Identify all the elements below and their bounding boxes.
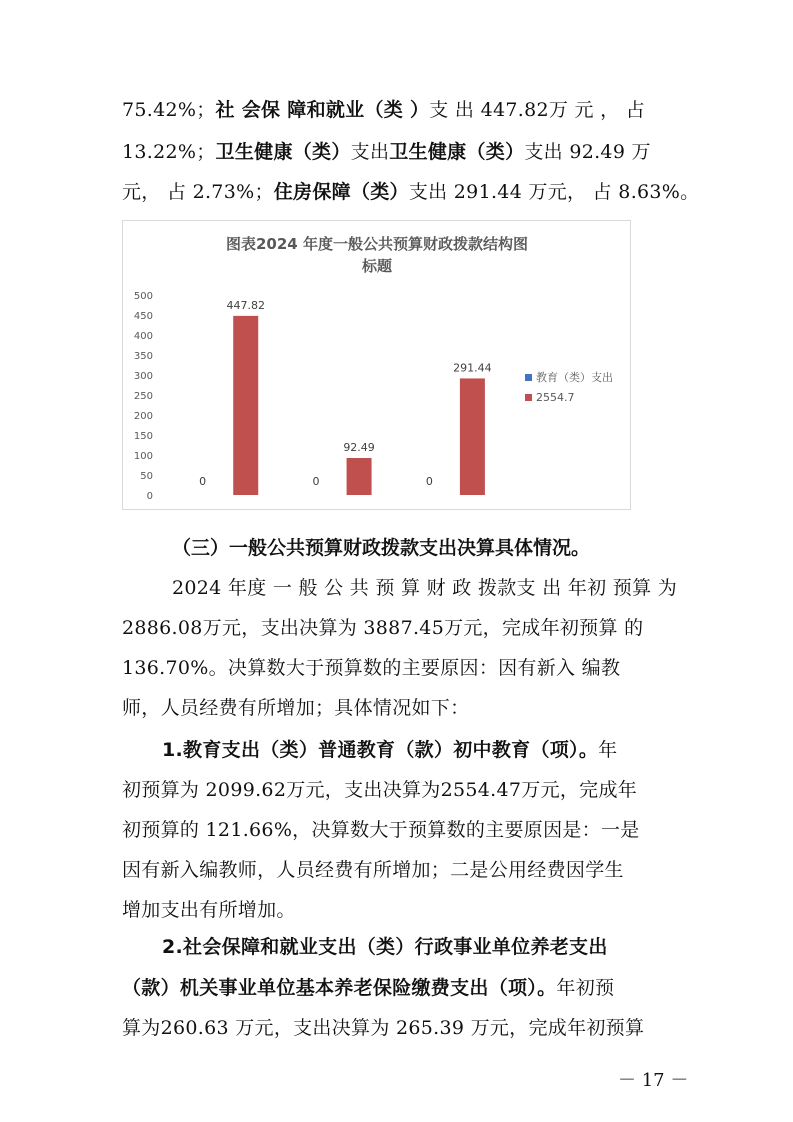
- y-axis: [134, 291, 153, 502]
- page-number: － 17 －: [618, 1070, 689, 1091]
- y-tick-label: 200: [133, 411, 153, 422]
- chart-svg: [123, 221, 630, 509]
- y-tick-label: 150: [133, 431, 153, 442]
- section-line-4: 师，人员经费有所增加；具体情况如下：: [122, 697, 470, 719]
- data-label-series-1: 291.44: [453, 361, 492, 375]
- item2-line-3: 算为260.63 万元，支出决算为 265.39 万元，完成年初预算: [122, 1017, 645, 1039]
- paragraph-line-3: 元， 占 2.73%；住房保障（类）支出 291.44 万元， 占 8.63%。: [122, 181, 700, 203]
- section-line-1: 2024 年度 一 般 公 共 预 算 财 政 拨款支 出 年初 预算 为: [172, 577, 678, 599]
- section-line-2: 2886.08万元，支出决算为 3887.45万元，完成年初预算 的: [122, 617, 644, 639]
- y-tick-label: 50: [140, 471, 153, 482]
- bar-series-1: [233, 316, 258, 495]
- section-line-3: 136.70%。决算数大于预算数的主要原因：因有新入 编教: [122, 657, 621, 679]
- bars-group: [199, 299, 491, 495]
- y-tick-label: 100: [133, 451, 153, 462]
- item2-line-1: 2.社会保障和就业支出（类）行政事业单位养老支出: [162, 936, 608, 958]
- y-tick-label: 350: [133, 351, 153, 362]
- item1-line-3: 初预算的 121.66%，决算数大于预算数的主要原因是：一是: [122, 819, 640, 841]
- item1-line-5: 增加支出有所增加。: [122, 899, 296, 921]
- data-label-series-0: 0: [312, 475, 320, 488]
- section-heading: （三）一般公共预算财政拨款支出决算具体情况。: [172, 537, 591, 559]
- paragraph-line-2: 13.22%；卫生健康（类）支出卫生健康（类）支出 92.49 万: [122, 141, 651, 163]
- data-label-series-0: 0: [199, 475, 207, 488]
- item1-line-2: 初预算为 2099.62万元，支出决算为2554.47万元，完成年: [122, 779, 638, 801]
- legend-swatch: [525, 394, 532, 401]
- data-label-series-1: 447.82: [226, 298, 265, 312]
- item2-line-2: （款）机关事业单位基本养老保险缴费支出（项）。年初预: [122, 977, 615, 999]
- legend-label: 教育（类）支出: [536, 371, 613, 384]
- item2-title: （款）机关事业单位基本养老保险缴费支出（项）。: [122, 977, 557, 999]
- y-tick-label: 300: [133, 371, 153, 382]
- item1-title: 1.教育支出（类）普通教育（款）初中教育（项）。: [162, 739, 599, 761]
- y-tick-label: 400: [133, 331, 153, 342]
- y-tick-label: 450: [133, 311, 153, 322]
- item1-line-4: 因有新入编教师，人员经费有所增加；二是公用经费因学生: [122, 859, 624, 881]
- data-label-series-0: 0: [425, 475, 433, 488]
- chart-subtitle: 标题: [361, 257, 393, 275]
- legend: [525, 370, 613, 404]
- bar-series-1: [347, 458, 372, 495]
- legend-swatch: [525, 374, 532, 381]
- data-label-series-1: 92.49: [343, 441, 375, 455]
- paragraph-line-1: 75.42%；社 会保 障和就业（类 ）支 出 447.82万 元 ， 占: [122, 99, 646, 121]
- bar-series-1: [460, 378, 485, 495]
- bar-chart: [122, 220, 631, 510]
- y-tick-label: 500: [133, 291, 153, 302]
- y-tick-label: 250: [133, 391, 153, 402]
- legend-label: 2554.7: [536, 391, 575, 404]
- y-tick-label: 0: [146, 491, 153, 502]
- item1-line-1: 1.教育支出（类）普通教育（款）初中教育（项）。年: [162, 739, 618, 761]
- chart-title: 图表2024 年度一般公共预算财政拨款结构图: [226, 235, 528, 253]
